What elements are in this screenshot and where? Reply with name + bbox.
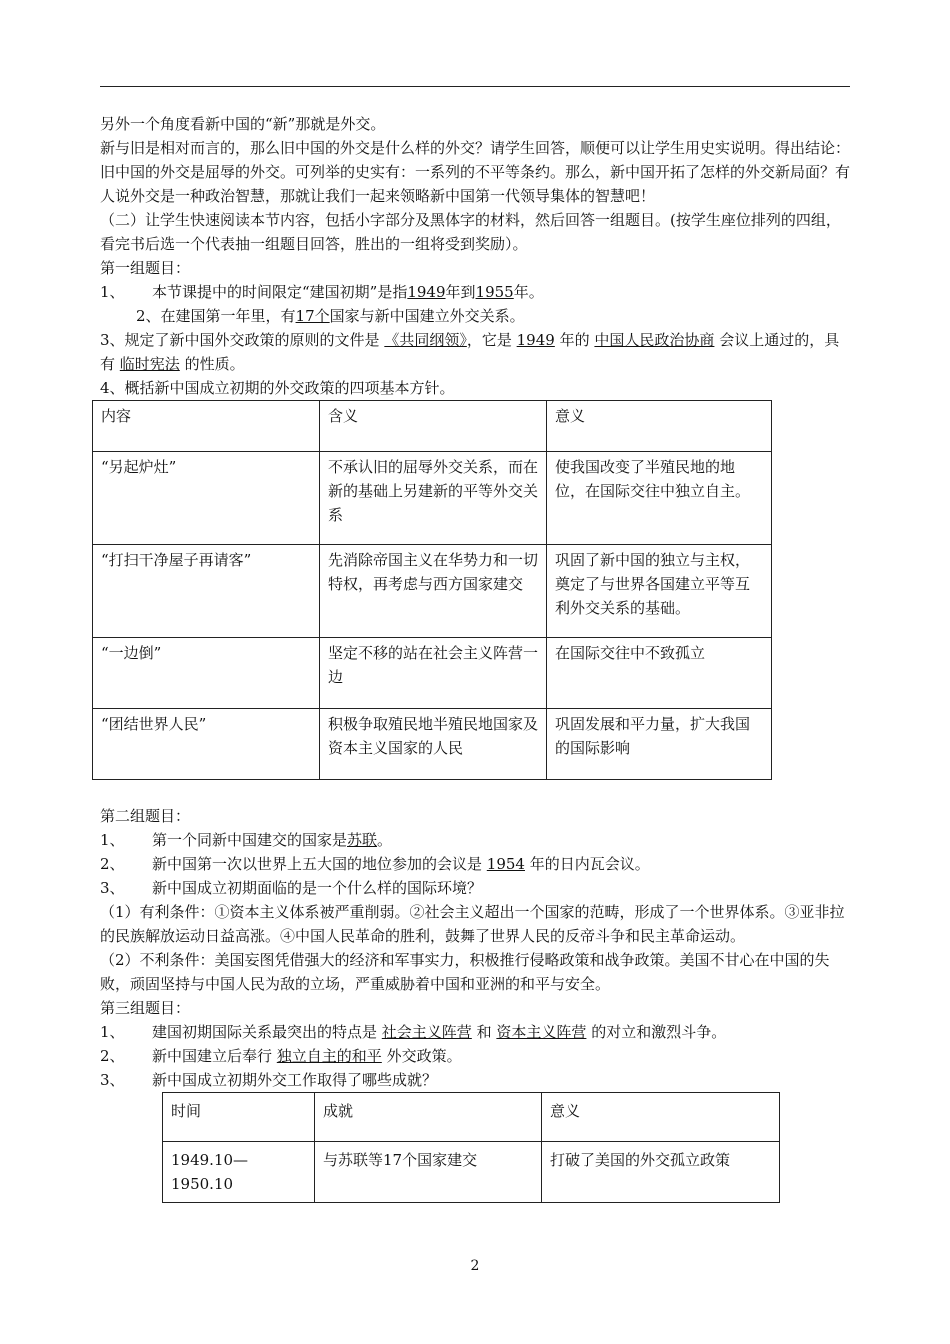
table-cell: 不承认旧的屈辱外交关系，而在新的基础上另建新的平等外交关系 xyxy=(320,452,547,545)
table-header-cell: 意义 xyxy=(547,401,772,452)
question-number: 1、 xyxy=(100,1023,125,1041)
question-item xyxy=(100,1044,852,1068)
text: 3、规定了新中国外交政策的原则的文件是 xyxy=(100,331,380,349)
text: 的性质。 xyxy=(184,355,245,373)
answer-blank: 独立自主的和平 xyxy=(276,1047,382,1065)
text: 新中国第一次以世界上五大国的地位参加的会议是 xyxy=(152,855,483,873)
table-cell: 打破了美国的外交孤立政策 xyxy=(542,1142,780,1203)
table-header-cell: 内容 xyxy=(93,401,320,452)
table-cell: 积极争取殖民地半殖民地国家及资本主义国家的人民 xyxy=(320,709,547,780)
document-body xyxy=(100,112,852,1203)
table-cell: 巩固发展和平力量，扩大我国的国际影响 xyxy=(547,709,772,780)
answer-blank: 《共同纲领》 xyxy=(384,331,467,349)
text: 建国初期国际关系最突出的特点是 xyxy=(152,1023,378,1041)
question-item xyxy=(100,852,852,876)
text: 年的 xyxy=(559,331,590,349)
text: 外交政策。 xyxy=(386,1047,462,1065)
table-header-cell: 意义 xyxy=(542,1093,780,1142)
answer-blank: 1954 xyxy=(486,855,525,873)
paragraph: （二）让学生快速阅读本节内容，包括小字部分及黑体字的材料，然后回答一组题目。(按学生座位排列的四组，看完书后选一个代表抽一组题目回答，胜出的一组将受到奖励）。 xyxy=(100,211,841,253)
table-cell: 1949.10—1950.10 xyxy=(163,1142,315,1203)
text: 和 xyxy=(476,1023,492,1041)
question-text xyxy=(152,1020,726,1044)
text: 国家与新中国建立外交关系。 xyxy=(329,307,525,325)
answer-blank: 1955 xyxy=(475,283,514,301)
answer-blank: 中国人民政治协商 xyxy=(594,331,715,349)
question-text xyxy=(152,828,392,852)
table-row xyxy=(93,638,772,709)
answer-blank: 社会主义阵营 xyxy=(381,1023,472,1041)
answer-blank: 1949 xyxy=(516,331,555,349)
paragraph: （1）有利条件：①资本主义体系被严重削弱。②社会主义超出一个国家的范畴，形成了一个世界体系。③亚非拉的民族解放运动日益高涨。④中国人民革命的胜利，鼓舞了世界人民的反帝斗争和民主革命运动。 xyxy=(100,903,845,945)
text: 的对立和激烈斗争。 xyxy=(591,1023,727,1041)
question-number: 2、 xyxy=(100,1047,125,1065)
question-text xyxy=(152,280,544,304)
table-cell: 坚定不移的站在社会主义阵营一边 xyxy=(320,638,547,709)
question-item xyxy=(100,1020,852,1044)
question-text xyxy=(152,1044,462,1068)
table-header-cell: 成就 xyxy=(315,1093,542,1142)
table-cell: “团结世界人民” xyxy=(93,709,320,780)
answer-blank: 17个 xyxy=(295,307,330,325)
question-item xyxy=(100,876,852,900)
answer-blank: 临时宪法 xyxy=(119,355,180,373)
question-text: 新中国成立初期面临的是一个什么样的国际环境？ xyxy=(152,879,483,897)
text: 2、在建国第一年里，有 xyxy=(136,307,296,325)
group-heading: 第二组题目： xyxy=(100,807,191,825)
question-item xyxy=(100,304,852,328)
text: 会议上通过的，具有 xyxy=(100,331,840,373)
table-header-cell: 时间 xyxy=(163,1093,315,1142)
table-row xyxy=(93,709,772,780)
page-number: 2 xyxy=(470,1258,480,1274)
policy-table xyxy=(92,400,772,780)
question-item xyxy=(100,328,852,376)
table-row xyxy=(93,545,772,638)
paragraph: （2）不利条件：美国妄图凭借强大的经济和军事实力，积极推行侵略政策和战争政策。美国不甘心在中国的失败，顽固坚持与中国人民为敌的立场，严重威胁着中国和亚洲的和平与安全。 xyxy=(100,951,830,993)
text: 年的日内瓦会议。 xyxy=(529,855,650,873)
table-header-row xyxy=(93,401,772,452)
group-heading: 第三组题目： xyxy=(100,999,191,1017)
answer-blank: 苏联 xyxy=(347,831,378,849)
header-rule xyxy=(100,86,850,87)
table-cell: “打扫干净屋子再请客” xyxy=(93,545,320,638)
table-row xyxy=(93,452,772,545)
paragraph: 新与旧是相对而言的，那么旧中国的外交是什么样的外交？请学生回答，顺便可以让学生用史实说明。得出结论：旧中国的外交是屈辱的外交。可列举的史实有：一系列的不平等条约。那么，新中国开拓了怎样的外交新局面？有人说外交是一种政治智慧，那就让我们一起来领略新中国第一代领导集体的智慧吧！ xyxy=(100,139,851,205)
table-header-row xyxy=(163,1093,780,1142)
table-cell: 先消除帝国主义在华势力和一切特权，再考虑与西方国家建交 xyxy=(320,545,547,638)
table-cell: 在国际交往中不致孤立 xyxy=(547,638,772,709)
text: 本节课提中的时间限定“建国初期”是指 xyxy=(152,283,408,301)
question-item xyxy=(100,828,852,852)
question-text: 新中国成立初期外交工作取得了哪些成就？ xyxy=(152,1071,438,1089)
question-item xyxy=(100,1068,852,1092)
group-heading: 第一组题目： xyxy=(100,259,191,277)
text: 第一个同新中国建交的国家是 xyxy=(152,831,348,849)
text: 。 xyxy=(377,831,393,849)
text: 年到 xyxy=(445,283,476,301)
answer-blank: 资本主义阵营 xyxy=(496,1023,587,1041)
question-number: 2、 xyxy=(100,855,125,873)
text: 新中国建立后奉行 xyxy=(152,1047,273,1065)
table-cell: “另起炉灶” xyxy=(93,452,320,545)
table-header-cell: 含义 xyxy=(320,401,547,452)
table-cell: 巩固了新中国的独立与主权，奠定了与世界各国建立平等互利外交关系的基础。 xyxy=(547,545,772,638)
table-cell: 与苏联等17个国家建交 xyxy=(315,1142,542,1203)
question-number: 3、 xyxy=(100,1071,125,1089)
answer-blank: 1949 xyxy=(407,283,446,301)
question-text xyxy=(152,852,650,876)
text: 年。 xyxy=(513,283,544,301)
question-item: 4、概括新中国成立初期的外交政策的四项基本方针。 xyxy=(100,379,455,397)
question-number: 1、 xyxy=(100,283,125,301)
table-row xyxy=(163,1142,780,1203)
achievement-table xyxy=(162,1092,780,1203)
text: ，它是 xyxy=(466,331,512,349)
paragraph: 另外一个角度看新中国的“新”那就是外交。 xyxy=(100,115,386,133)
question-item xyxy=(100,280,852,304)
question-number: 1、 xyxy=(100,831,125,849)
table-cell: 使我国改变了半殖民地的地位，在国际交往中独立自主。 xyxy=(547,452,772,545)
table-cell: “一边倒” xyxy=(93,638,320,709)
question-number: 3、 xyxy=(100,879,125,897)
